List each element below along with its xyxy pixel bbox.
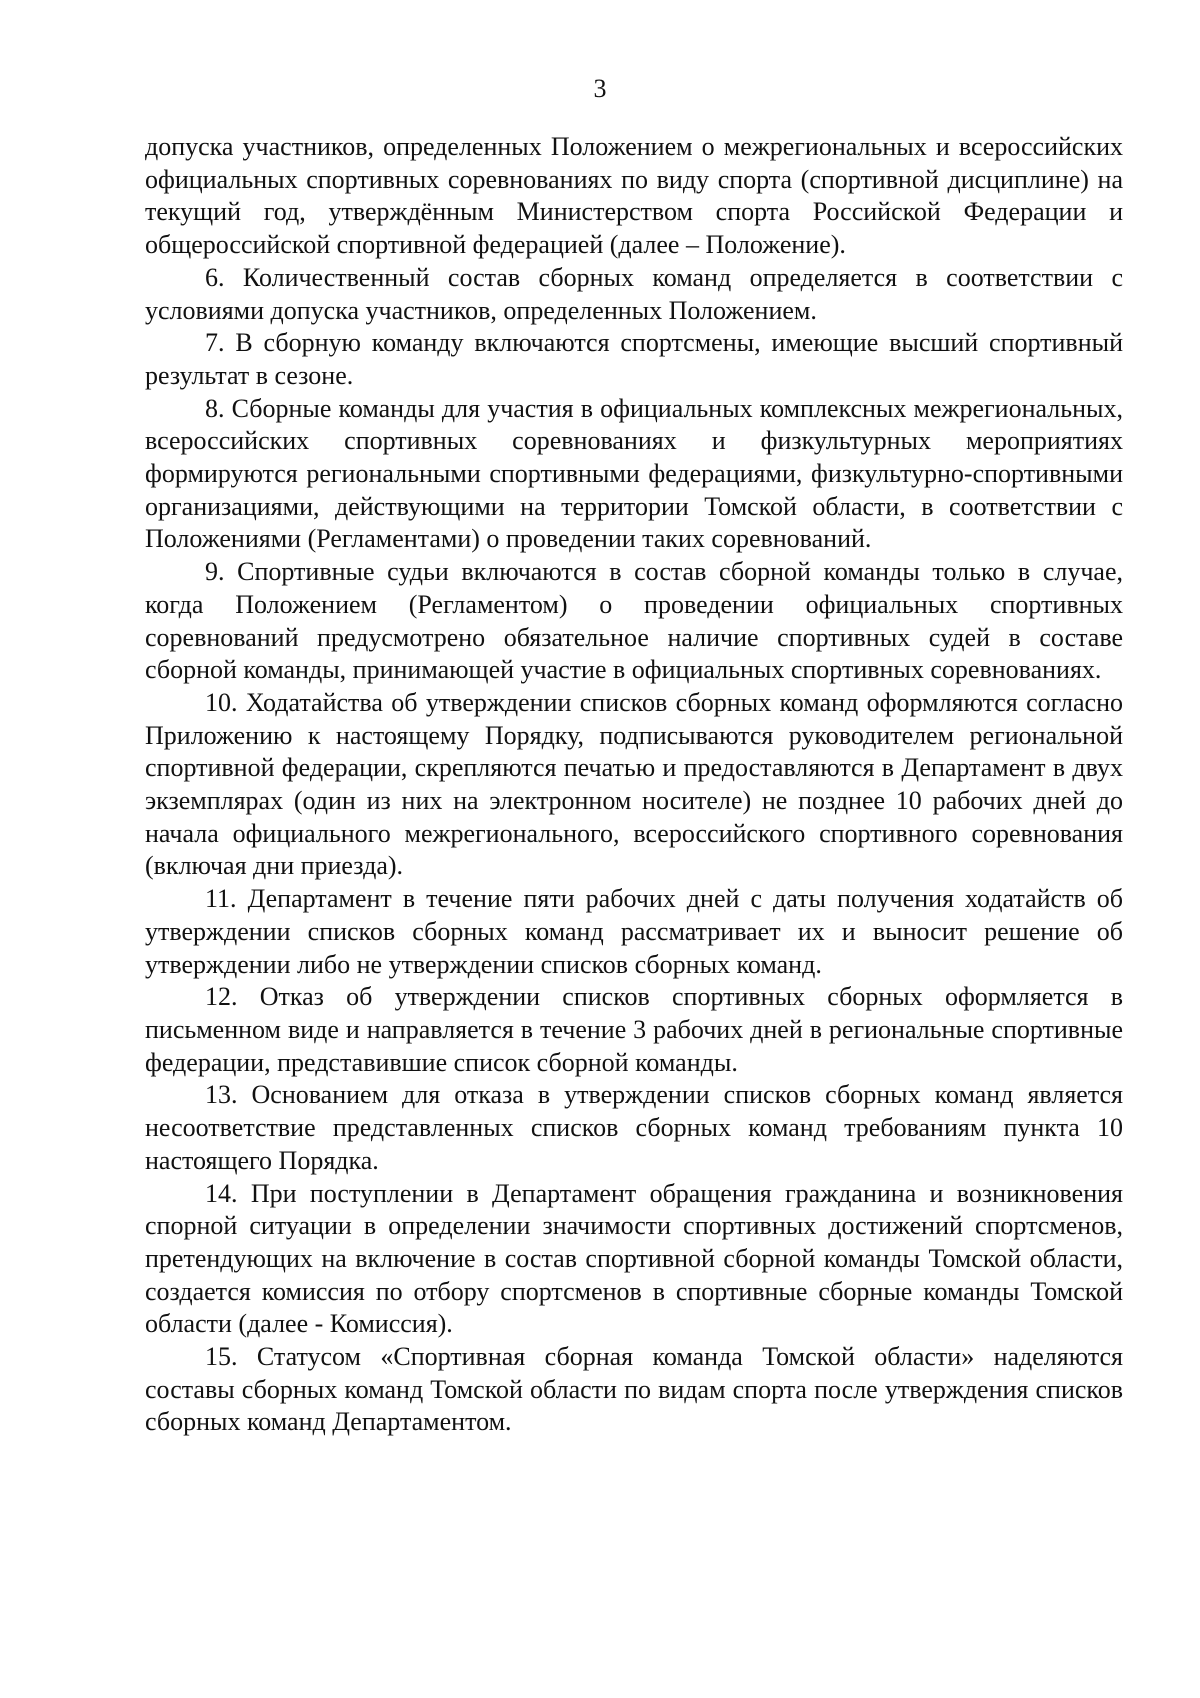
paragraph-item-6: 6. Количественный состав сборных команд определяется в соответствии с условиями допуска участников, определенных Положением. <box>145 262 1123 325</box>
paragraph-item-15: 15. Статусом «Спортивная сборная команда Томской области» наделяются составы сборных команд Томской области по видам спорта после утверждения списков сборных команд Департаментом. <box>145 1342 1123 1437</box>
paragraph-continuation: допуска участников, определенных Положением о межрегиональных и всероссийских официальных спортивных соревнованиях по виду спорта (спортивной дисциплине) на текущий год, утверждённым Министерством спорта Российской Федерации и общероссийской спортивной федерацией (далее – Положение). <box>145 132 1123 260</box>
paragraph-item-7: 7. В сборную команду включаются спортсмены, имеющие высший спортивный результат в сезоне. <box>145 328 1123 390</box>
paragraph-item-9: 9. Спортивные судьи включаются в состав сборной команды только в случае, когда Положением (Регламентом) о проведении официальных спортивных соревнований предусмотрено обязательное наличие спортивных судей в составе сборной команды, принимающей участие в официальных спортивных соревнованиях. <box>145 557 1123 685</box>
paragraph-item-8: 8. Сборные команды для участия в официальных комплексных межрегиональных, всероссийских спортивных соревнованиях и физкультурных мероприятиях формируются региональными спортивными федерациями, физкультурно-спортивными организациями, действующими на территории Томской области, в соответствии с Положениями (Регламентами) о проведении таких соревнований. <box>145 393 1123 554</box>
paragraph-item-10: 10. Ходатайства об утверждении списков сборных команд оформляются согласно Приложению к настоящему Порядку, подписываются руководителем региональной спортивной федерации, скрепляются печатью и предоставляются в Департамент в двух экземплярах (один из них на электронном носителе) не позднее 10 рабочих дней до начала официального межрегионального, всероссийского спортивного соревнования (включая дни приезда). <box>145 687 1123 881</box>
paragraph-item-13: 13. Основанием для отказа в утверждении списков сборных команд является несоответствие представленных списков сборных команд требованиям пункта 10 настоящего Порядка. <box>145 1080 1123 1175</box>
document-body <box>145 131 1123 1439</box>
paragraph-item-11: 11. Департамент в течение пяти рабочих дней с даты получения ходатайств об утверждении списков сборных команд рассматривает их и выносит решение об утверждении либо не утверждении списков сборных команд. <box>145 884 1123 979</box>
paragraph-item-14: 14. При поступлении в Департамент обращения гражданина и возникновения спорной ситуации в определении значимости спортивных достижений спортсменов, претендующих на включение в состав спортивной сборной команды Томской области, создается комиссия по отбору спортсменов в спортивные сборные команды Томской области (далее - Комиссия). <box>145 1178 1123 1339</box>
paragraph-item-12: 12. Отказ об утверждении списков спортивных сборных оформляется в письменном виде и направляется в течение 3 рабочих дней в региональные спортивные федерации, представившие список сборной команды. <box>145 982 1123 1077</box>
page-number: 3 <box>593 74 607 103</box>
